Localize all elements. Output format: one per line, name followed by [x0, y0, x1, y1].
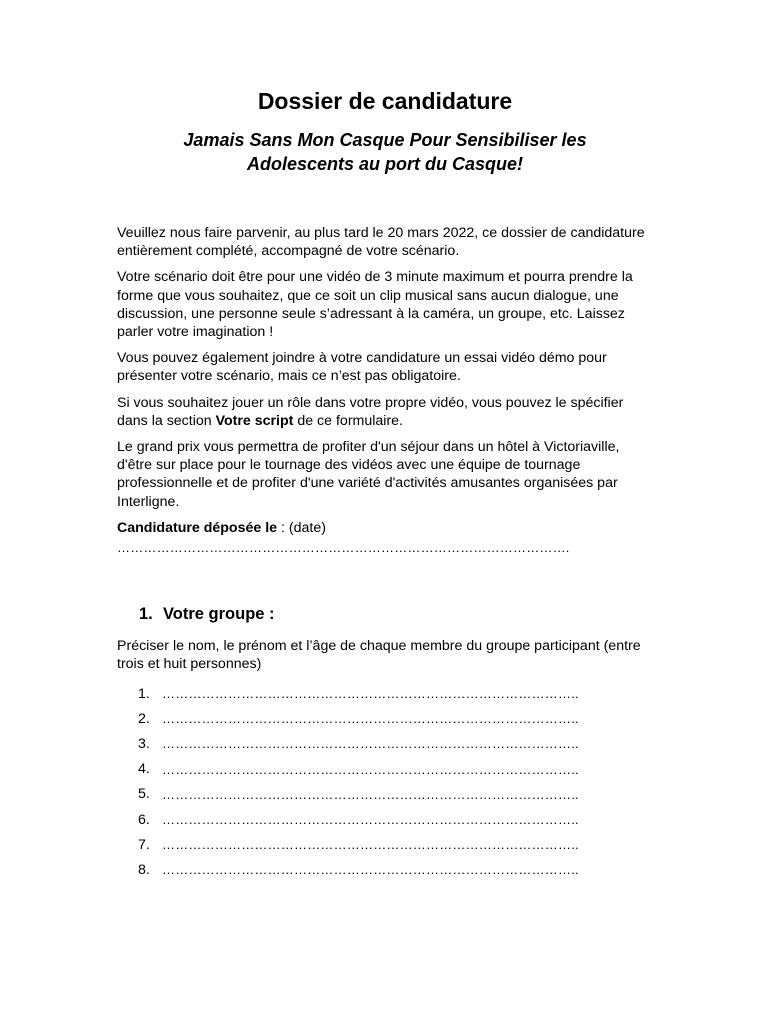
member-row [138, 681, 658, 706]
member-field[interactable]: ………………………………………………………………………………….. [162, 736, 579, 752]
member-field[interactable]: ………………………………………………………………………………….. [162, 686, 579, 702]
subtitle-line-1: Jamais Sans Mon Casque Pour Sensibiliser les [183, 130, 587, 150]
paragraph-prize: Le grand prix vous permettra de profiter d'un séjour dans un hôtel à Victoriaville, d'être sur place pour le tournage des vidéos avec une équipe de tournage professionnelle et de profiter d'une variété d'activités amusantes organisées par Interligne. [117, 439, 620, 510]
member-row [138, 807, 658, 832]
member-number: 8. [138, 861, 150, 878]
member-field[interactable]: ………………………………………………………………………………….. [162, 786, 579, 802]
group-members-list [138, 681, 658, 883]
member-field[interactable]: ………………………………………………………………………………….. [162, 711, 579, 727]
member-row [138, 757, 658, 782]
deposit-date-line [117, 519, 657, 537]
paragraph-role-bold: Votre script [215, 412, 294, 429]
section-1-title: Votre groupe : [163, 605, 275, 623]
intro-body [117, 224, 657, 557]
member-number: 6. [138, 811, 150, 828]
member-row [138, 706, 658, 731]
member-field[interactable]: ………………………………………………………………………………….. [162, 812, 579, 828]
paragraph-role-text-before: Si vous souhaitez jouer un rôle dans votre propre vidéo, vous pouvez le spécifier dans la section [117, 394, 624, 429]
member-row [138, 731, 658, 756]
member-number: 3. [138, 735, 150, 752]
member-number: 1. [138, 685, 150, 702]
section-1-intro: Préciser le nom, le prénom et l’âge de chaque membre du groupe participant (entre trois et huit personnes) [117, 638, 641, 673]
paragraph-role-text-after: de ce formulaire. [293, 412, 403, 429]
section-1-heading [139, 603, 275, 625]
document-title: Dossier de candidature [257, 88, 513, 114]
member-number: 2. [138, 710, 150, 727]
member-row [138, 832, 658, 857]
paragraph-demo: Vous pouvez également joindre à votre candidature un essai vidéo démo pour présenter votre scénario, mais ce n’est pas obligatoire. [117, 350, 607, 385]
member-field[interactable]: ………………………………………………………………………………….. [162, 837, 579, 853]
section-1-number: 1. [139, 605, 153, 623]
deposit-date-suffix: : (date) [277, 519, 326, 536]
member-row [138, 857, 658, 882]
member-number: 4. [138, 761, 150, 778]
paragraph-deadline: Veuillez nous faire parvenir, au plus tard le 20 mars 2022, ce dossier de candidature entièrement complété, accompagné de votre scénario. [117, 225, 645, 260]
member-row [138, 782, 658, 807]
subtitle-line-2: Adolescents au port du Casque! [246, 154, 524, 174]
paragraph-role [117, 394, 657, 430]
member-number: 7. [138, 836, 150, 853]
member-number: 5. [138, 786, 150, 803]
paragraph-scenario: Votre scénario doit être pour une vidéo de 3 minute maximum et pourra prendre la forme que vous souhaitez, que ce soit un clip musical sans aucun dialogue, une discussion, une personne seule s’adressant à la caméra, un groupe, etc. Laissez parler votre imagination ! [117, 269, 633, 341]
member-field[interactable]: ………………………………………………………………………………….. [162, 761, 579, 777]
member-field[interactable]: ………………………………………………………………………………….. [162, 862, 579, 878]
deposit-date-label: Candidature déposée le [117, 519, 278, 536]
document-subtitle [0, 128, 770, 176]
deposit-date-field[interactable]: …………………………………………………………………………………………. [117, 540, 570, 556]
